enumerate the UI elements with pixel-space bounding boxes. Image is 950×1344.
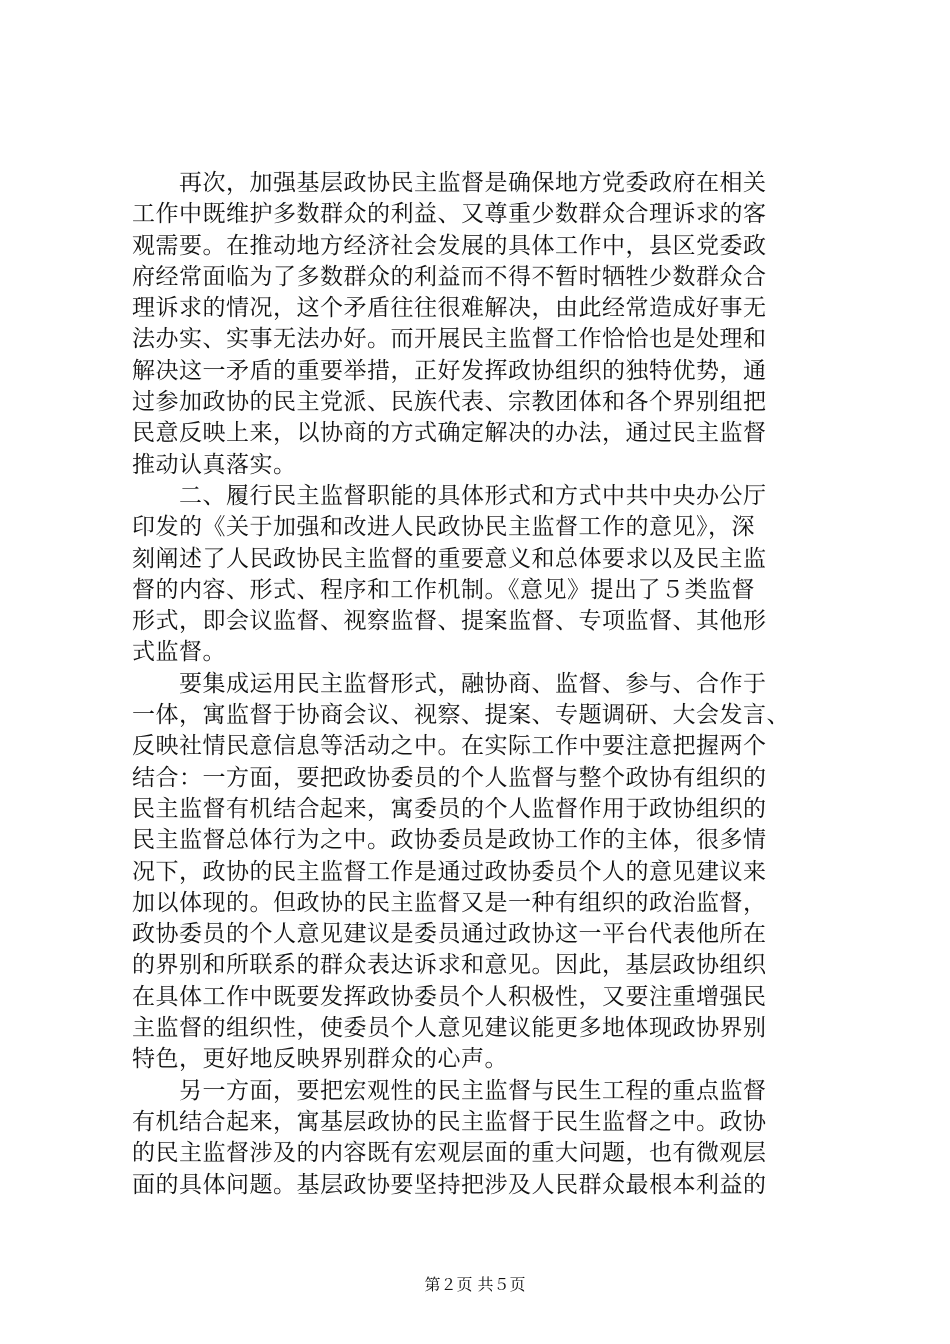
text-line: 过参加政协的民主党派、民族代表、宗教团体和各个界别组把 (132, 389, 767, 416)
text-line: 面的具体问题。基层政协要坚持把涉及人民群众最根本利益的 (132, 1171, 767, 1198)
text-line: 解决这一矛盾的重要举措，正好发挥政协组织的独特优势，通 (132, 357, 767, 384)
text-line: 有机结合起来，寓基层政协的民主监督于民生监督之中。政协 (132, 1108, 767, 1135)
text-line: 观需要。在推动地方经济社会发展的具体工作中，县区党委政 (132, 232, 767, 259)
text-line: 式监督。 (132, 639, 226, 666)
text-line: 理诉求的情况，这个矛盾往往很难解决，由此经常造成好事无 (132, 295, 767, 322)
text-line: 特色，更好地反映界别群众的心声。 (132, 1046, 508, 1073)
text-line: 主监督的组织性，使委员个人意见建议能更多地体现政协界别 (132, 1015, 767, 1042)
text-line: 另一方面，要把宏观性的民主监督与民生工程的重点监督 (132, 1077, 767, 1104)
text-line: 的界别和所联系的群众表达诉求和意见。因此，基层政协组织 (132, 952, 767, 979)
text-line: 民意反映上来，以协商的方式确定解决的办法，通过民主监督 (132, 420, 767, 447)
text-line: 法办实、实事无法办好。而开展民主监督工作恰恰也是处理和 (132, 326, 767, 353)
text-line: 一体，寓监督于协商会议、视察、提案、专题调研、大会发言、 (132, 702, 790, 729)
text-line: 反映社情民意信息等活动之中。在实际工作中要注意把握两个 (132, 733, 767, 760)
text-line: 形式，即会议监督、视察监督、提案监督、专项监督、其他形 (132, 608, 767, 635)
text-line: 加以体现的。但政协的民主监督又是一种有组织的政治监督， (132, 889, 767, 916)
text-line: 民主监督总体行为之中。政协委员是政协工作的主体，很多情 (132, 827, 767, 854)
text-line: 印发的《关于加强和改进人民政协民主监督工作的意见》，深 (132, 514, 755, 541)
text-line: 工作中既维护多数群众的利益、又尊重少数群众合理诉求的客 (132, 201, 767, 228)
text-line: 况下，政协的民主监督工作是通过政协委员个人的意见建议来 (132, 858, 767, 885)
text-line: 政协委员的个人意见建议是委员通过政协这一平台代表他所在 (132, 921, 767, 948)
text-line: 督的内容、形式、程序和工作机制。《意见》提出了５类监督 (132, 576, 755, 603)
document-body (132, 168, 832, 1201)
text-line: 府经常面临为了多数群众的利益而不得不暂时牺牲少数群众合 (132, 263, 767, 290)
text-line: 推动认真落实。 (132, 451, 297, 478)
text-line: 二、履行民主监督职能的具体形式和方式中共中央办公厅 (132, 482, 767, 509)
text-line: 要集成运用民主监督形式，融协商、监督、参与、合作于 (132, 670, 767, 697)
text-line: 在具体工作中既要发挥政协委员个人积极性，又要注重增强民 (132, 983, 767, 1010)
text-line: 再次，加强基层政协民主监督是确保地方党委政府在相关 (132, 170, 767, 196)
text-line: 刻阐述了人民政协民主监督的重要意义和总体要求以及民主监 (132, 545, 767, 572)
page-number-footer: 第２页 共５页 (424, 1275, 526, 1294)
text-line: 结合：一方面，要把政协委员的个人监督与整个政协有组织的 (132, 764, 767, 791)
text-line: 的民主监督涉及的内容既有宏观层面的重大问题，也有微观层 (132, 1140, 767, 1167)
text-line: 民主监督有机结合起来，寓委员的个人监督作用于政协组织的 (132, 795, 767, 822)
